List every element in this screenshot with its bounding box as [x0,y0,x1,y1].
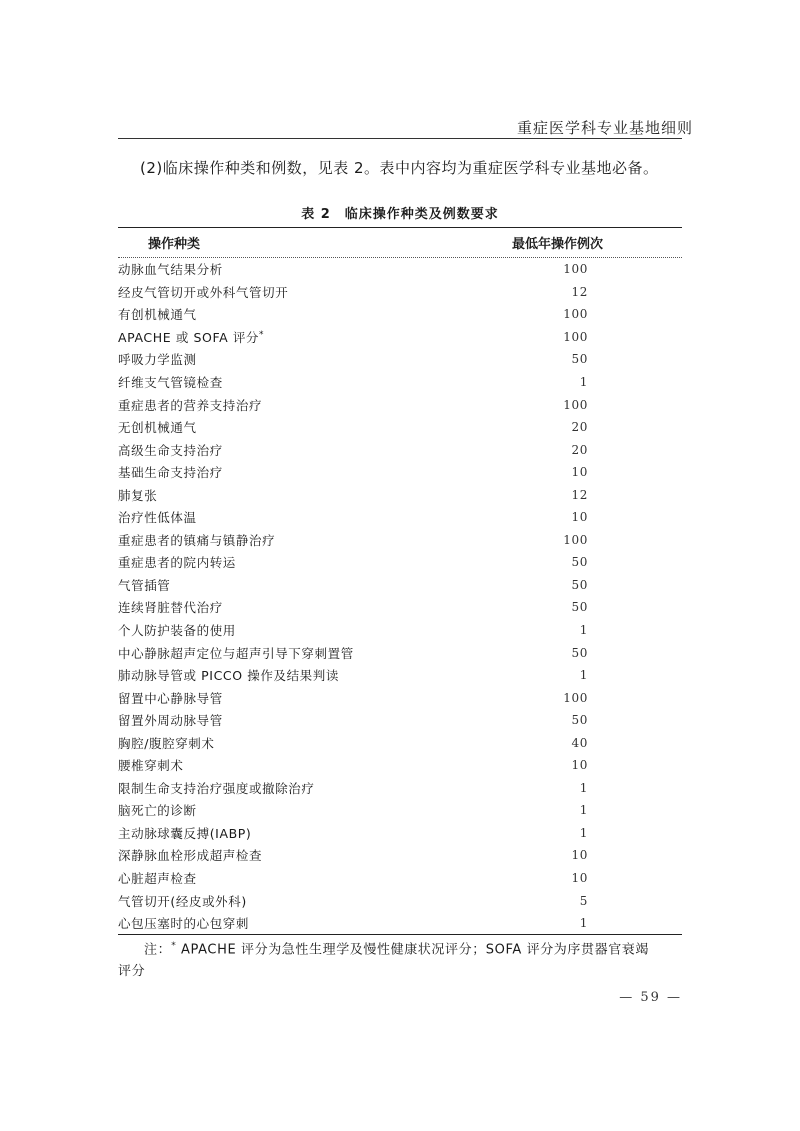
procedure-name-text: 肺动脉导管或 PICCO 操作及结果判读 [118,668,339,684]
table-row [118,596,682,619]
procedure-name [118,553,528,571]
procedure-count: 100 [563,329,588,344]
procedure-count: 50 [571,352,588,367]
procedure-name-text: 治疗性低体温 [118,510,197,526]
procedure-count: 10 [571,465,588,480]
procedure-name-text: 主动脉球囊反搏(IABP) [118,825,252,841]
table-row [118,844,682,867]
procedure-count: 12 [571,487,588,502]
procedure-name [118,644,528,662]
procedure-name [118,396,528,414]
procedure-name-text: 基础生命支持治疗 [118,465,223,481]
procedure-count: 100 [563,262,588,277]
note-footnote-mark: * [171,941,177,951]
footnote-mark: * [259,329,265,340]
procedure-count: 10 [571,848,588,863]
procedure-name-text: 肺复张 [118,487,158,503]
procedure-name [118,508,528,526]
table-row [118,326,682,349]
procedure-name-text: 动脉血气结果分析 [118,262,223,278]
procedure-name [118,418,528,436]
procedure-name [118,869,528,887]
procedure-count: 50 [571,555,588,570]
procedure-name [118,486,528,504]
procedure-name [118,441,528,459]
procedure-count: 10 [571,510,588,525]
table-row [118,912,682,935]
table-row [118,371,682,394]
procedure-count: 100 [563,690,588,705]
procedure-name-text: 个人防护装备的使用 [118,623,236,639]
table-number: 表 2 [301,207,331,222]
procedure-count: 1 [579,825,588,840]
procedure-name [118,350,528,368]
procedure-name [118,914,528,932]
procedure-count: 1 [579,780,588,795]
procedure-count: 100 [563,307,588,322]
procedure-count: 100 [563,532,588,547]
procedure-count: 40 [571,735,588,750]
table-row [118,303,682,326]
procedure-name-text: 重症患者的院内转运 [118,555,236,571]
procedure-name [118,689,528,707]
table-row [118,889,682,912]
table-note [118,935,682,983]
procedure-name-text: APACHE 或 SOFA 评分 [118,329,260,345]
procedure-name [118,824,528,842]
procedure-name-text: 腰椎穿刺术 [118,758,184,774]
table-row [118,506,682,529]
table-row [118,754,682,777]
procedure-name-text: 无创机械通气 [118,420,197,436]
procedure-name [118,621,528,639]
procedure-name [118,328,528,346]
table-title: 临床操作种类及例数要求 [344,207,499,222]
procedure-name-text: 留置外周动脉导管 [118,713,223,729]
procedure-name [118,734,528,752]
table-caption [118,203,682,222]
procedure-name-text: 气管插管 [118,577,171,593]
procedure-name-text: 脑死亡的诊断 [118,803,197,819]
table-row [118,619,682,642]
procedure-count: 50 [571,645,588,660]
procedure-name [118,305,528,323]
procedure-count: 50 [571,577,588,592]
procedure-count: 10 [571,758,588,773]
procedure-count: 50 [571,600,588,615]
procedure-name-text: 连续肾脏替代治疗 [118,600,223,616]
procedure-name [118,283,528,301]
procedure-name-text: 气管切开(经皮或外科) [118,893,247,909]
procedure-count: 1 [579,375,588,389]
page-number: — 59 — [619,990,682,1005]
table-row [118,438,682,461]
procedure-name [118,779,528,797]
table-row [118,529,682,552]
procedure-count: 1 [579,623,588,638]
procedure-name-text: 留置中心静脉导管 [118,690,223,706]
table-row [118,551,682,574]
procedure-name-text: 中心静脉超声定位与超声引导下穿刺置管 [118,645,354,661]
table-row [118,822,682,845]
procedure-count: 50 [571,713,588,728]
procedure-name [118,576,528,594]
procedure-count: 20 [571,420,588,435]
table-row [118,258,682,281]
procedure-name [118,463,528,481]
table-row [118,641,682,664]
procedure-name [118,846,528,864]
table-row [118,777,682,800]
column-header-procedure: 操作种类 [148,237,201,252]
procedure-count: 1 [579,668,588,683]
note-text: APACHE 评分为急性生理学及慢性健康状况评分；SOFA 评分为序贯器官衰竭 [176,942,650,958]
header-rule [118,138,682,139]
procedure-name-text: 重症患者的镇痛与镇静治疗 [118,532,276,548]
procedure-name [118,756,528,774]
procedure-count: 1 [579,803,588,818]
procedure-name [118,260,528,278]
note-prefix: 注： [144,942,172,958]
table-row [118,461,682,484]
procedure-table [118,227,682,935]
table-row [118,348,682,371]
procedure-name-text: 心脏超声检查 [118,871,197,887]
procedure-name [118,801,528,819]
table-row [118,799,682,822]
procedure-count: 10 [571,871,588,886]
procedure-count: 20 [571,442,588,457]
procedure-name-text: 深静脉血栓形成超声检查 [118,848,263,864]
table-row [118,483,682,506]
intro-paragraph: (2)临床操作种类和例数，见表 2。表中内容均为重症医学科专业基地必备。 [140,159,659,177]
table-row [118,393,682,416]
note-line-2: 评分 [118,964,146,980]
table-row [118,281,682,304]
column-header-count: 最低年操作例次 [512,237,604,252]
procedure-name [118,666,528,684]
procedure-name-text: 呼吸力学监测 [118,352,197,368]
procedure-name-text: 重症患者的营养支持治疗 [118,397,263,413]
table-row [118,416,682,439]
table-row [118,731,682,754]
procedure-name-text: 胸腔/腹腔穿刺术 [118,735,215,751]
table-row [118,867,682,890]
note-line-1 [118,935,682,961]
procedure-name-text: 限制生命支持治疗强度或撤除治疗 [118,780,315,796]
procedure-count: 1 [579,916,588,931]
procedure-name [118,531,528,549]
procedure-count: 100 [563,397,588,412]
table-row [118,709,682,732]
procedure-count: 5 [579,893,588,908]
running-header: 重症医学科专业基地细则 [516,119,693,137]
table-body [118,258,682,934]
table-header-row [118,228,682,258]
procedure-count: 12 [571,284,588,299]
procedure-name-text: 高级生命支持治疗 [118,442,223,458]
procedure-name [118,892,528,910]
procedure-name [118,373,528,391]
procedure-name [118,598,528,616]
procedure-name [118,711,528,729]
procedure-name-text: 有创机械通气 [118,307,197,323]
procedure-name-text: 纤维支气管镜检查 [118,375,223,390]
table-row [118,686,682,709]
table-row [118,664,682,687]
procedure-name-text: 经皮气管切开或外科气管切开 [118,284,289,300]
procedure-name-text: 心包压塞时的心包穿刺 [118,916,250,932]
table-row [118,574,682,597]
